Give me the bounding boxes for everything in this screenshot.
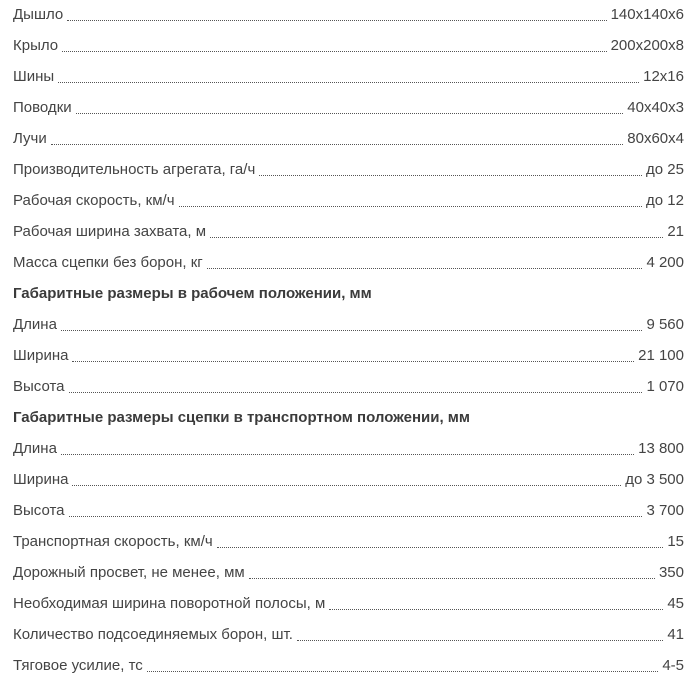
spec-label: Шины — [13, 68, 55, 85]
spec-row-dyshlo — [0, 0, 697, 30]
spec-label: Транспортная скорость, км/ч — [13, 533, 213, 550]
spec-value: 1 070 — [646, 378, 684, 395]
spec-label: Тяговое усилие, тс — [13, 657, 143, 674]
dot-leader — [76, 103, 624, 114]
dot-leader — [179, 196, 643, 207]
section-heading-transport: Габаритные размеры сцепки в транспортном положении, мм — [13, 409, 470, 426]
spec-label: Длина — [13, 316, 57, 333]
spec-label: Ширина — [13, 347, 69, 364]
spec-row-productivity — [0, 154, 697, 185]
spec-row-work-speed — [0, 185, 697, 216]
spec-label: Лучи — [13, 130, 47, 147]
dot-leader — [147, 661, 659, 672]
spec-value: 12x16 — [643, 68, 684, 85]
spec-row-transport-length — [0, 433, 697, 464]
spec-value: 41 — [667, 626, 684, 643]
spec-row-clearance — [0, 557, 697, 588]
spec-label: Дорожный просвет, не менее, мм — [13, 564, 245, 581]
spec-row-krylo — [0, 30, 697, 61]
spec-value: 3 700 — [646, 502, 684, 519]
spec-label: Высота — [13, 502, 65, 519]
dot-leader — [72, 475, 621, 486]
spec-value: 4-5 — [662, 657, 684, 674]
dot-leader — [210, 227, 663, 238]
dot-leader — [51, 134, 624, 145]
spec-label: Необходимая ширина поворотной полосы, м — [13, 595, 326, 612]
spec-value: 4 200 — [646, 254, 684, 271]
spec-value: до 25 — [646, 161, 684, 178]
dot-leader — [58, 72, 639, 83]
dot-leader — [61, 320, 643, 331]
section-heading-working: Габаритные размеры в рабочем положении, мм — [13, 285, 372, 302]
spec-row-working-width — [0, 340, 697, 371]
spec-row-harrow-count — [0, 619, 697, 650]
spec-label: Поводки — [13, 99, 72, 116]
spec-label: Рабочая скорость, км/ч — [13, 192, 175, 209]
dot-leader — [61, 444, 634, 455]
dot-leader — [69, 382, 643, 393]
dot-leader — [67, 10, 606, 21]
spec-value: 21 100 — [638, 347, 684, 364]
spec-row-shiny — [0, 61, 697, 92]
spec-row-mass — [0, 247, 697, 278]
dot-leader — [329, 599, 663, 610]
spec-value: 21 — [667, 223, 684, 240]
spec-value: 140x140x6 — [610, 6, 684, 23]
spec-label: Масса сцепки без борон, кг — [13, 254, 203, 271]
spec-label: Крыло — [13, 37, 59, 54]
spec-value: 13 800 — [638, 440, 684, 457]
dot-leader — [207, 258, 643, 269]
spec-row-work-width — [0, 216, 697, 247]
spec-value: до 12 — [646, 192, 684, 209]
spec-value: до 3 500 — [625, 471, 684, 488]
spec-label: Длина — [13, 440, 57, 457]
spec-row-turn-width — [0, 588, 697, 619]
spec-value: 350 — [658, 564, 684, 581]
spec-label: Производительность агрегата, га/ч — [13, 161, 256, 178]
spec-row-traction — [0, 650, 697, 681]
spec-label: Дышло — [13, 6, 64, 23]
spec-row-working-height — [0, 371, 697, 402]
dot-leader — [217, 537, 664, 548]
spec-label: Рабочая ширина захвата, м — [13, 223, 207, 240]
spec-value: 40x40x3 — [627, 99, 684, 116]
dot-leader — [259, 165, 642, 176]
spec-row-luchi — [0, 123, 697, 154]
dot-leader — [72, 351, 634, 362]
spec-label: Ширина — [13, 471, 69, 488]
spec-value: 45 — [667, 595, 684, 612]
spec-label: Количество подсоединяемых борон, шт. — [13, 626, 293, 643]
spec-row-transport-height — [0, 495, 697, 526]
spec-value: 9 560 — [646, 316, 684, 333]
dot-leader — [69, 506, 643, 517]
spec-row-transport-speed — [0, 526, 697, 557]
spec-row-povodki — [0, 92, 697, 123]
spec-row-working-length — [0, 309, 697, 340]
dot-leader — [62, 41, 606, 52]
dot-leader — [297, 630, 663, 641]
spec-row-transport-width — [0, 464, 697, 495]
dot-leader — [249, 568, 655, 579]
spec-label: Высота — [13, 378, 65, 395]
spec-value: 80x60x4 — [627, 130, 684, 147]
spec-value: 15 — [667, 533, 684, 550]
spec-value: 200x200x8 — [610, 37, 684, 54]
